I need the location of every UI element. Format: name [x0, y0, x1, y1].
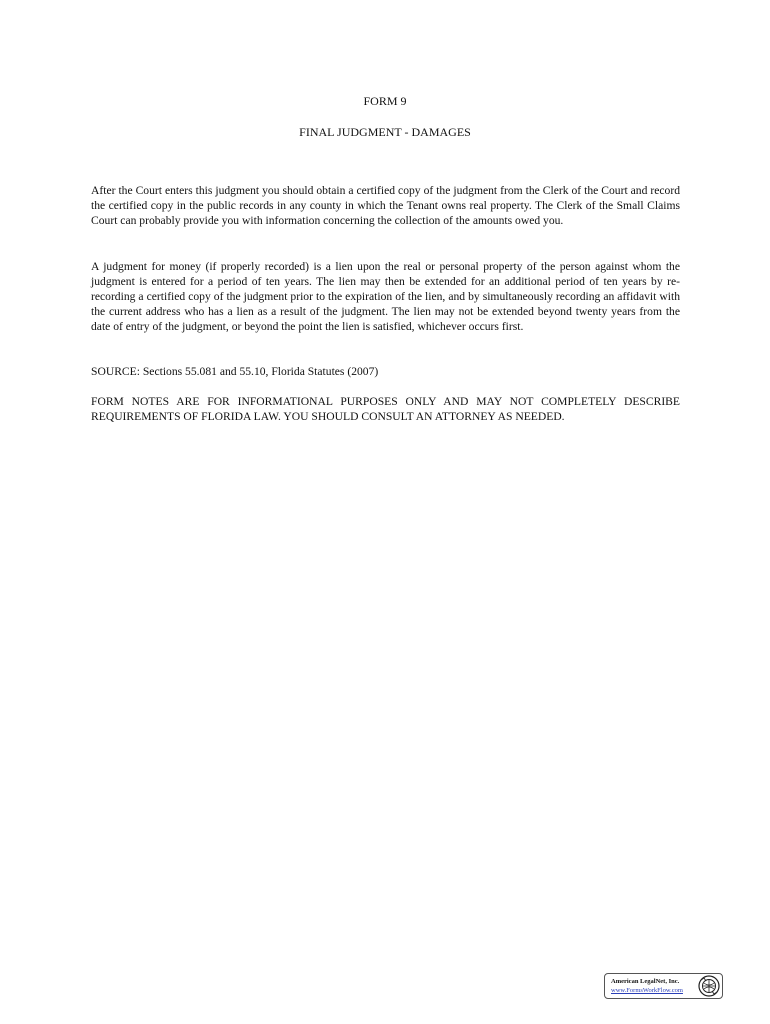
- badge-company-name: American LegalNet, Inc.: [611, 978, 680, 985]
- paragraph-lien-info: A judgment for money (if properly recorded) is a lien upon the real or personal property of the person against whom the judgment is entered for a period of ten years. The lien may then be extended for an additional period of ten years by re-recording a certified copy of the judgment prior to the expiration of the lien, and by simultaneously recording an affidavit with the current address who has a lien as a result of the judgment. The lien may not be extended beyond twenty years from the date of entry of the judgment, or beyond the point the lien is satisfied, whichever occurs first.: [91, 260, 680, 333]
- form-number: FORM 9: [363, 94, 407, 108]
- document-title: FINAL JUDGMENT - DAMAGES: [299, 125, 471, 139]
- paragraph-form-notes: FORM NOTES ARE FOR INFORMATIONAL PURPOSES ONLY AND MAY NOT COMPLETELY DESCRIBE REQUIREMENTS OF FLORIDA LAW. YOU SHOULD CONSULT AN ATTORNEY AS NEEDED.: [91, 395, 680, 423]
- globe-seal-icon: [698, 975, 720, 997]
- paragraph-record-judgment: After the Court enters this judgment you should obtain a certified copy of the judgment from the Clerk of the Court and record the certified copy in the public records in any county in which the Tenant owns real property. The Clerk of the Small Claims Court can probably provide you with information concerning the collection of the amounts owed you.: [91, 184, 680, 227]
- badge-url-link[interactable]: www.FormsWorkFlow.com: [611, 987, 683, 994]
- footer-badge: [604, 973, 723, 999]
- paragraph-source: SOURCE: Sections 55.081 and 55.10, Florida Statutes (2007): [91, 365, 379, 378]
